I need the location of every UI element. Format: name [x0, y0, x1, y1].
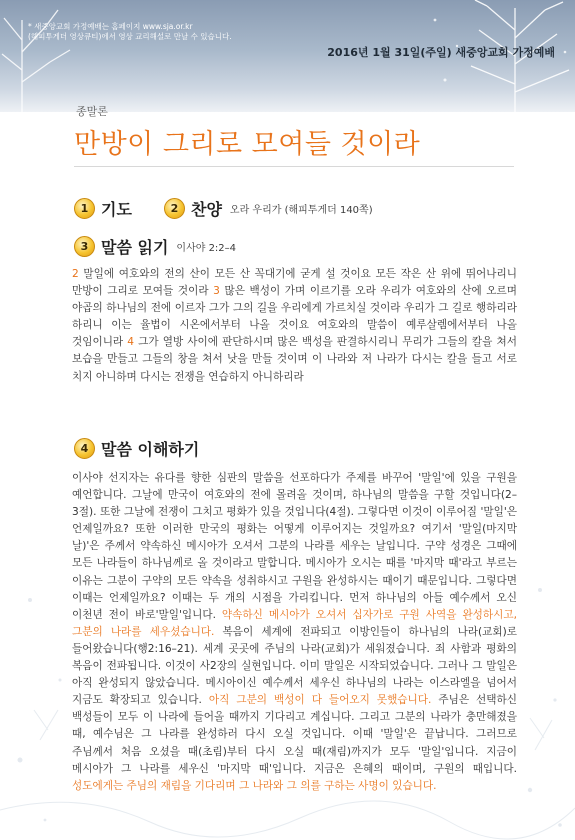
section-prayer — [74, 197, 132, 220]
reading-reference: 이사야 2:2–4 — [176, 243, 237, 254]
verse-text: 말일에 여호와의 전의 산이 모든 산 꼭대기에 굳게 설 것이요 모든 작은 산 위에 뛰어나리니 만방이 그리로 모여들 것이라 — [72, 268, 517, 298]
sermon-title: 만방이 그리로 모여들 것이라 — [74, 129, 421, 160]
number-badge: 1 — [74, 198, 95, 219]
section-label: 기도 — [101, 200, 132, 219]
header-banner — [0, 0, 575, 112]
section-label: 말씀 이해하기 — [101, 440, 200, 459]
section-hymn — [164, 197, 373, 220]
scripture-passage — [72, 266, 517, 386]
section-understanding — [74, 437, 199, 460]
highlight-text: 성도에게는 주님의 재림을 기다리며 그 나라와 그 의를 구하는 사명이 있습니다. — [72, 779, 437, 792]
sermon-subtitle: 종말론 — [76, 105, 108, 118]
explanation-text: 이사야 선지자는 유다를 향한 심판의 말씀을 선포하다가 주제를 바꾸어 '말일'에 있을 구원을 예언합니다. 그날에 만국이 여호와의 전에 몰려올 것이며, 하나님의 말씀을 구할 것입니다(2–3절). 또한 그날에 전쟁이 그치고 평화가 있을 것입니다(4절). 그렇다면 이것이 이루어질 '말일'은 언제일까요? 또한 이러한 만국의 평화는 어떻게 이루어지는 것일까요? 여기서 '말일(마지막 날)'은 주께서 약속하신 메시아가 오셔서 그분의 나라를 세우는 날입니다. 구약 성경은 그때에 모든 나라들이 하나님께로 올 것이라고 말합니다. 메시아가 오시는 때를 '마지막 때'라고 부르는 이유는 그분이 구약의 모든 약속을 성취하시고 구원을 완성하시는 때이기 때문입니다. 그렇다면 이때는 언제일까요? 이때는 두 개의 시점을 가리킵니다. 먼저 하나님의 아들 예수께서 오신 이천년 전이 바로'말일'입니다. 약속하신 메시아가 오셔서 십자가로 구원 사역을 완성하시고, 그분의 나라를 세우셨습니다. 복음이 세계에 전파되고 이방인들이 하나님의 나라(교회)로 들어왔습니다(행2:16–21). 세계 곳곳에 주님의 나라(교회)가 세워졌습니다. 죄 사함과 평화의 복음이 전파됩니다. 이것이 사2장의 실현입니다. 이미 말일은 시작되었습니다. 그러나 그 말일은 아직 완성되지 않았습니다. 메시아이신 예수께서 세우신 하나님의 나라는 이스라엘을 넘어서 지금도 확장되고 있습니다. 아직 그분의 백성이 다 들어오지 못했습니다. 주님은 선택하신 백성들이 모두 이 나라에 들어올 때까지 기다리고 계십니다. 그리고 그분의 나라가 충만해졌을 때, 예수님은 그 나라를 완성하러 다시 오실 것입니다. 이때 '말일'은 끝납니다. 그러므로 주님께서 처음 오셨을 때(초림)부터 다시 오실 때(재림)까지가 모두 '말일'입니다. 지금이 메시아가 그 나라를 세우신 '마지막 때'입니다. 지금은 은혜의 때이며, 구원의 때입니다. 성도에게는 주님의 재림을 기다리며 그 나라와 그 의를 구하는 사명이 있습니다. — [72, 472, 518, 792]
highlight-text: 약속하신 메시아가 오셔서 십자가로 구원 사역을 완성하시고, 그분의 나라를 세우셨습니다. — [72, 608, 517, 638]
number-badge: 4 — [74, 438, 95, 459]
verse-text: 많은 백성이 가며 이르기를 오라 우리가 여호와의 산에 오르며 야곱의 하나님의 전에 이르자 그가 그의 길을 우리에게 가르치실 것이라 우리가 그 길로 행하리라 하리니 이는 율법이 시온에서부터 나올 것이요 여호와의 말씀이 예루살렘에서부터 나올 것임이니라 — [72, 285, 517, 349]
section-label: 찬양 — [191, 200, 222, 219]
number-badge: 2 — [164, 198, 185, 219]
winter-tree-left-illustration — [0, 0, 90, 112]
title-divider — [74, 166, 514, 167]
verse-text: 그가 열방 사이에 판단하시며 많은 백성을 판결하시리니 무리가 그들의 칼을 쳐서 보습을 만들고 그들의 창을 쳐서 낫을 만들 것이며 이 나라와 저 나라가 다시는 칼을 들고 서로 치지 아니하며 다시는 전쟁을 연습하지 아니하리라 — [72, 336, 517, 383]
verse-number: 4 — [127, 336, 135, 349]
worship-date: 2016년 1월 31일(주일) 새중앙교회 가정예배 — [327, 46, 555, 59]
highlight-text: 아직 그분의 백성이 다 들어오지 못했습니다. — [208, 694, 432, 707]
number-badge: 3 — [74, 236, 95, 257]
hymn-detail: 오라 우리가 (해피투게더 140쪽) — [229, 205, 373, 216]
homepage-notice: * 새중앙교회 가정예배는 홈페이지 www.sja.or.kr (해피투게더 영상큐티)에서 영상 교리해설로 만날 수 있습니다. — [28, 22, 232, 41]
section-reading — [74, 235, 236, 258]
section-label: 말씀 읽기 — [101, 238, 169, 257]
verse-number: 3 — [213, 285, 220, 298]
verse-number: 2 — [72, 268, 79, 280]
